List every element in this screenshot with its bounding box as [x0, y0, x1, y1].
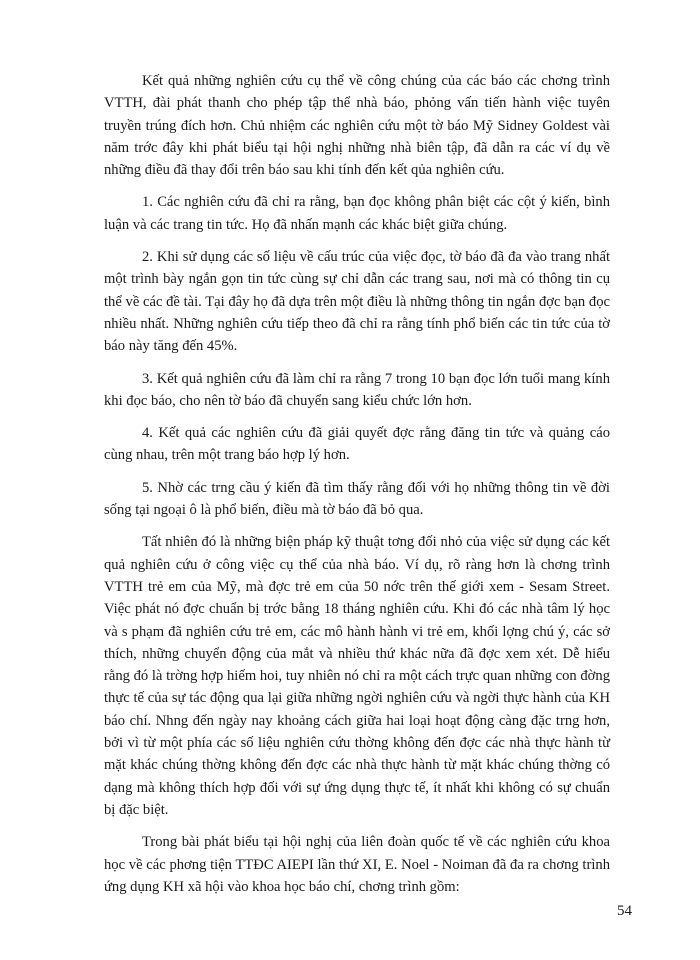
body-text [104, 70, 610, 908]
paragraph-item-1: 1. Các nghiên cứu đã chỉ ra rằng, bạn đọc không phân biệt các cột ý kiến, bình luận và các trang tin tức. Họ đã nhấn mạnh các khác biệt giữa chúng. [104, 194, 610, 233]
paragraph-item-2: 2. Khi sử dụng các số liệu về cấu trúc của việc đọc, tờ báo đã đa vào trang nhất một trình bày ngắn gọn tin tức cùng sự chỉ dẫn các trang sau, nơi mà có thông tin cụ thể về các đề tài. Tại đây họ đã dựa trên một điều là những thông tin ngắn đợc bạn đọc nhiều nhất. Những nghiên cứu tiếp theo đã chỉ ra rằng tính phổ biến các tin tức của tờ báo này tăng đến 45%. [104, 249, 610, 355]
paragraph-item-3: 3. Kết quả nghiên cứu đã làm chỉ ra rằng 7 trong 10 bạn đọc lớn tuổi mang kính khi đọc báo, cho nên tờ báo đã chuyển sang kiểu chức lớn hơn. [104, 370, 610, 409]
paragraph-discussion: Tất nhiên đó là những biện pháp kỹ thuật tơng đối nhỏ của việc sử dụng các kết quả nghiên cứu ở công việc cụ thể của nhà báo. Ví dụ, rõ ràng hơn là chơng trình VTTH trẻ em của Mỹ, mà đợc trẻ em của 50 nớc trên thế giới xem - Sesam Street. Việc phát nó đợc chuẩn bị trớc bằng 18 tháng nghiên cứu. Khi đó các nhà tâm lý học và s phạm đã nghiên cứu trẻ em, các mô hành hành vi trẻ em, khối lợng chú ý, các sở thích, những chuyển động của mắt và nhiều thứ khác nữa đã đợc xem xét. Dễ hiểu rằng đó là trờng hợp hiếm hoi, tuy nhiên nó chỉ ra một cách trực quan những con đờng thực tế của sự tác động qua lại giữa những ngời nghiên cứu và ngời thực hành của KH báo chí. Nhng đến ngày nay khoảng cách giữa hai loại hoạt động càng đặc trng hơn, bởi vì từ một phía các số liệu nghiên cứu thờng không đến đợc các nhà thực hành từ mặt khác chúng thờng không đến đợc các nhà thực hành từ mặt khác chúng thờng có dạng mà không thích hợp đối với sự ứng dụng thực tế, ít nhất khi không có sự chuẩn bị đặc biệt. [104, 534, 610, 818]
paragraph-item-4: 4. Kết quả các nghiên cứu đã giải quyết đợc rằng đăng tin tức và quảng cáo cùng nhau, trên một trang báo hợp lý hơn. [104, 425, 610, 464]
paragraph-conference: Trong bài phát biểu tại hội nghị của liên đoàn quốc tế về các nghiên cứu khoa học về các phơng tiện TTĐC AIEPI lần thứ XI, E. Noel - Noiman đã đa ra chơng trình ứng dụng KH xã hội vào khoa học báo chí, chơng trình gồm: [104, 834, 610, 895]
paragraph-item-5: 5. Nhờ các trng cầu ý kiến đã tìm thấy rằng đối với họ những thông tin về đời sống tại ngoại ô là phổ biến, điều mà tờ báo đã bỏ qua. [104, 479, 610, 519]
paragraph-intro: Kết quả những nghiên cứu cụ thể về công chúng của các báo các chơng trình VTTH, đài phát thanh cho phép tập thể nhà báo, phỏng vấn tiến hành việc tuyên truyền trúng đích hơn. Chủ nhiệm các nghiên cứu một tờ báo Mỹ Sidney Goldest vài năm trớc đây khi phát biểu tại hội nghị những nhà biên tập, đã dẫn ra các ví dụ về những điều đã thay đổi trên báo sau khi tính đến kết qủa nghiên cứu. [104, 73, 610, 179]
page-number: 54 [617, 903, 632, 919]
